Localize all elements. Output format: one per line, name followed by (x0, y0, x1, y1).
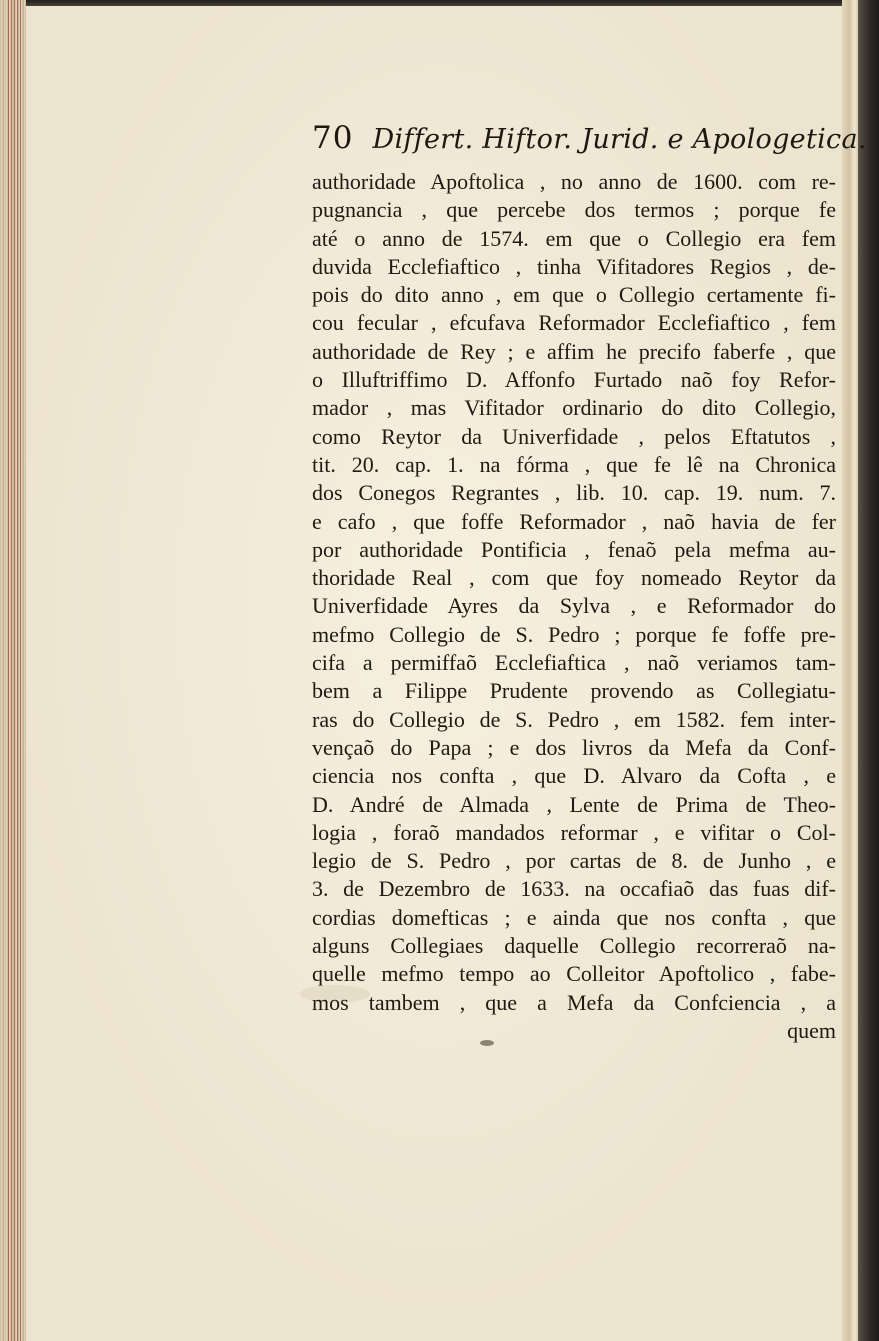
text-line: D. André de Almada , Lente de Prima de Theo- (312, 791, 836, 817)
page-edge-stain (8, 0, 22, 1341)
text-line: dos Conegos Regrantes , lib. 10. cap. 19. num. 7. (312, 480, 836, 506)
text-line: vençaõ do Papa ; e dos livros da Mefa da Conf- (312, 734, 836, 760)
text-line: quelle mefmo tempo ao Colleitor Apoftolico , fabe- (312, 961, 836, 987)
text-line: mos tambem , que a Mefa da Confciencia , a (312, 989, 836, 1015)
text-line: tit. 20. cap. 1. na fórma , que fe lê na Chronica (312, 451, 836, 477)
text-line: legio de S. Pedro , por cartas de 8. de Junho , e (312, 848, 836, 874)
text-line: authoridade Apoftolica , no anno de 1600. com re- (312, 169, 836, 194)
text-line: ras do Collegio de S. Pedro , em 1582. fem inter- (312, 706, 836, 732)
text-line: mefmo Collegio de S. Pedro ; porque fe foffe pre- (312, 621, 836, 647)
text-line: duvida Ecclefiaftico , tinha Vifitadores Regios , de- (312, 253, 836, 279)
page-number: 70 (312, 120, 354, 156)
binding-top-edge (0, 0, 879, 6)
text-line: authoridade de Rey ; e affim he precifo faberfe , que (312, 338, 836, 364)
text-line: mador , mas Vifitador ordinario do dito Collegio, (312, 395, 836, 421)
text-line: thoridade Real , com que foy nomeado Reytor da (312, 565, 836, 591)
text-line: alguns Collegiaes daquelle Collegio recorreraõ na- (312, 933, 836, 959)
text-line: pois do dito anno , em que o Collegio certamente fi- (312, 282, 836, 308)
text-line: o Illuftriffimo D. Affonfo Furtado naõ foy Refor- (312, 367, 836, 393)
body-text (312, 168, 836, 1045)
text-line: até o anno de 1574. em que o Collegio era fem (312, 225, 836, 251)
text-line: e cafo , que foffe Reformador , naõ havia de fer (312, 508, 836, 534)
text-line: como Reytor da Univerfidade , pelos Eftatutos , (312, 423, 836, 449)
text-line: cifa a permiffaõ Ecclefiaftica , naõ veriamos tam- (312, 650, 836, 676)
running-title: Differt. Hiftor. Jurid. e Apologetica. (372, 124, 867, 155)
text-line: ciencia nos confta , que D. Alvaro da Cofta , e (312, 763, 836, 789)
text-line: 3. de Dezembro de 1633. na occafiaõ das fuas dif- (312, 876, 836, 902)
text-line: pugnancia , que percebe dos termos ; porque fe (312, 197, 836, 223)
text-line: cou fecular , efcufava Reformador Ecclefiaftico , fem (312, 310, 836, 336)
text-line: cordias domefticas ; e ainda que nos confta , que (312, 904, 836, 930)
text-line: por authoridade Pontificia , fenaõ pela mefma au- (312, 536, 836, 562)
text-line: Univerfidade Ayres da Sylva , e Reformador do (312, 593, 836, 619)
text-line: bem a Filippe Prudente provendo as Collegiatu- (312, 678, 836, 704)
text-line: logia , foraõ mandados reformar , e vifitar o Col- (312, 819, 836, 845)
catchword: quem (787, 1017, 836, 1043)
running-header (312, 120, 867, 168)
book-cover-edge (858, 0, 879, 1341)
